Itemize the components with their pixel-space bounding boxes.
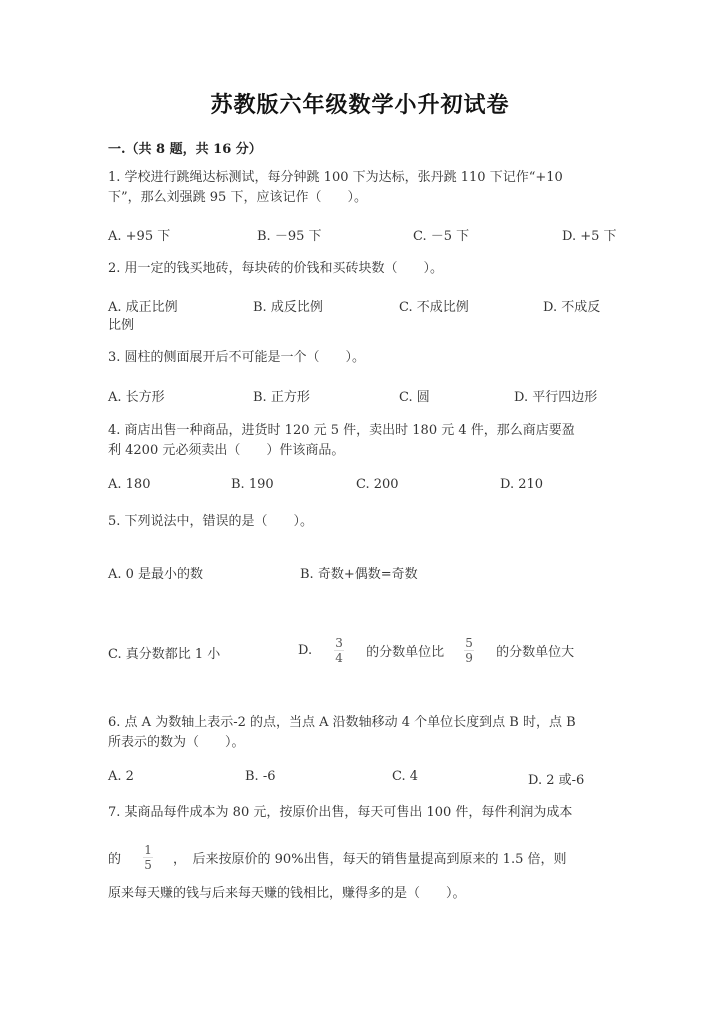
question-4-option-d[interactable]: D. 210 xyxy=(500,477,544,492)
question-3-option-a[interactable]: A. 长方形 xyxy=(108,390,165,405)
question-4-option-c[interactable]: C. 200 xyxy=(356,477,399,492)
question-3-option-c[interactable]: C. 圆 xyxy=(399,390,430,405)
fraction-denominator: 9 xyxy=(465,651,473,665)
question-4-line2: 利 4200 元必须卖出（ ）件该商品。 xyxy=(108,443,345,458)
question-4-option-b[interactable]: B. 190 xyxy=(231,477,274,492)
fraction-numerator: 5 xyxy=(465,636,473,650)
question-7-line2 xyxy=(108,843,566,872)
question-5-option-c[interactable]: C. 真分数都比 1 小 xyxy=(108,647,221,662)
option-d-mid-text: 的分数单位比 xyxy=(366,645,445,660)
question-6-option-a[interactable]: A. 2 xyxy=(108,769,134,784)
question-5-stem xyxy=(108,512,613,532)
question-4-stem xyxy=(108,421,613,461)
page-title: 苏教版六年级数学小升初试卷 xyxy=(210,93,510,118)
question-6-line1: 6. 点 A 为数轴上表示-2 的点，当点 A 沿数轴移动 4 个单位长度到点 B 时，点 B xyxy=(108,715,576,730)
question-6-option-c[interactable]: C. 4 xyxy=(392,769,419,784)
question-5-option-a[interactable]: A. 0 是最小的数 xyxy=(108,567,204,582)
option-d-end-text: 的分数单位大 xyxy=(496,645,575,660)
question-1-stem xyxy=(108,168,613,208)
fraction-denominator: 5 xyxy=(144,858,152,872)
question-4-option-a[interactable]: A. 180 xyxy=(108,477,151,492)
question-2-option-d-wrap: 比例 xyxy=(108,318,135,333)
option-d-label: D. xyxy=(298,643,313,658)
question-4-line1: 4. 商店出售一种商品，进货时 120 元 5 件，卖出时 180 元 4 件，那么商店要盈 xyxy=(108,423,575,438)
question-7-line3: 原来每天赚的钱与后来每天赚的钱相比，赚得多的是（ ）。 xyxy=(108,886,466,901)
question-7-line2-prefix: 的 xyxy=(108,852,122,867)
question-2-option-a[interactable]: A. 成正比例 xyxy=(108,300,178,315)
question-1-line2: 下”，那么刘强跳 95 下，应该记作（ ）。 xyxy=(108,190,367,205)
question-3-option-b[interactable]: B. 正方形 xyxy=(253,390,310,405)
question-1-option-a[interactable]: A. +95 下 xyxy=(108,229,171,244)
question-2-option-b[interactable]: B. 成反比例 xyxy=(253,300,323,315)
fraction-denominator: 4 xyxy=(335,651,343,665)
question-7-line2-suffix: ， 后来按原价的 90%出售，每天的销售量提高到原来的 1.5 倍，则 xyxy=(173,852,567,867)
question-3-option-d[interactable]: D. 平行四边形 xyxy=(514,390,598,405)
question-2-line1: 2. 用一定的钱买地砖，每块砖的价钱和买砖块数（ ）。 xyxy=(108,261,444,276)
question-2-option-d[interactable]: D. 不成反 xyxy=(543,300,601,315)
question-1-option-d[interactable]: D. +5 下 xyxy=(562,229,617,244)
question-1-option-b[interactable]: B. －95 下 xyxy=(257,229,322,244)
section-heading: 一.（共 8 题，共 16 分） xyxy=(108,142,262,157)
question-6-option-d[interactable]: D. 2 或-6 xyxy=(528,773,585,788)
question-5-line1: 5. 下列说法中，错误的是（ ）。 xyxy=(108,514,314,529)
fraction-3-4 xyxy=(334,636,344,665)
question-6-option-b[interactable]: B. -6 xyxy=(245,769,276,784)
question-1-line1: 1. 学校进行跳绳达标测试，每分钟跳 100 下为达标，张丹跳 110 下记作“+10 xyxy=(108,170,563,185)
question-5-option-b[interactable]: B. 奇数+偶数=奇数 xyxy=(300,567,418,582)
fraction-numerator: 3 xyxy=(335,636,343,650)
question-3-stem xyxy=(108,348,613,368)
fraction-5-9 xyxy=(464,636,474,665)
fraction-1-5 xyxy=(143,843,153,872)
question-1-option-c[interactable]: C. －5 下 xyxy=(413,229,470,244)
question-6-stem xyxy=(108,713,613,753)
question-2-stem xyxy=(108,259,613,279)
question-2-option-c[interactable]: C. 不成比例 xyxy=(399,300,469,315)
question-5-option-d[interactable] xyxy=(298,636,574,665)
question-6-line2: 所表示的数为（ ）。 xyxy=(108,735,245,750)
question-7-line1: 7. 某商品每件成本为 80 元，按原价出售，每天可售出 100 件，每件利润为成本 xyxy=(108,805,573,820)
fraction-numerator: 1 xyxy=(144,843,152,857)
question-3-line1: 3. 圆柱的侧面展开后不可能是一个（ ）。 xyxy=(108,350,366,365)
